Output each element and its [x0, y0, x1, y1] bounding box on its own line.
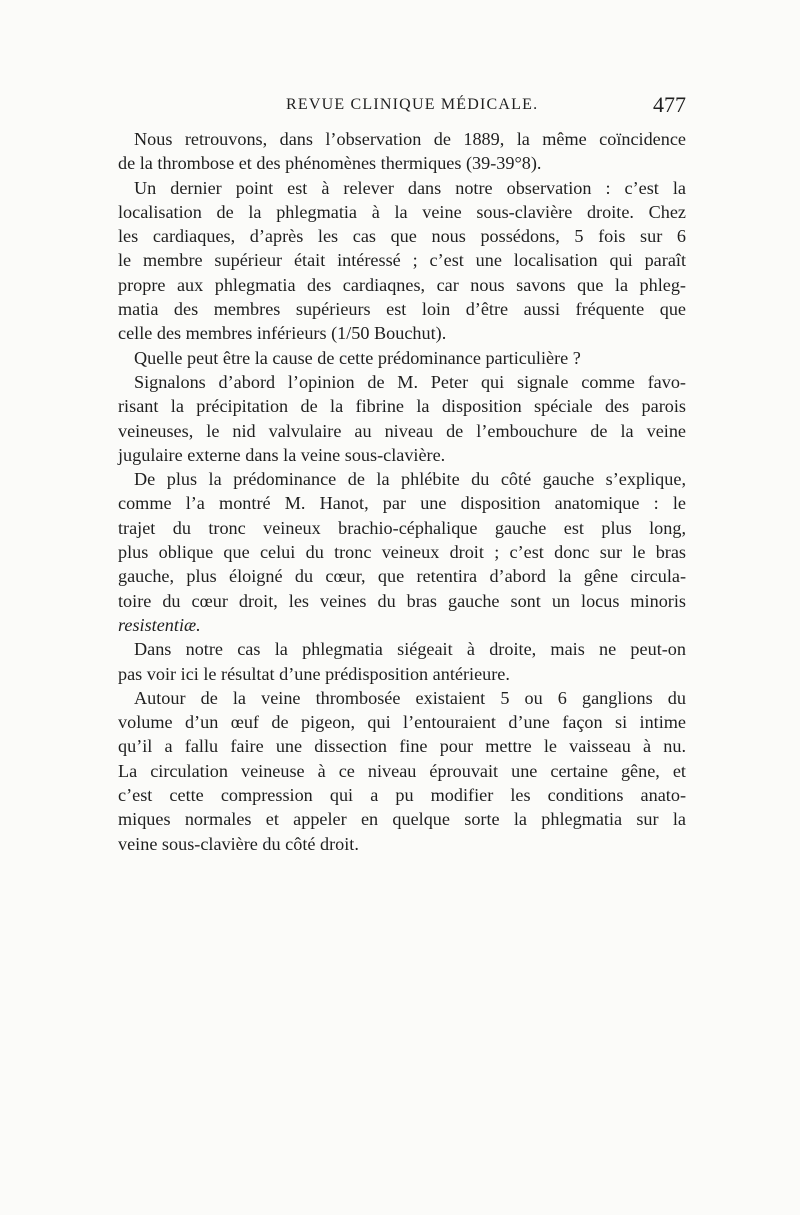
- text-line: Nous retrouvons, dans l’observation de 1889, la même coïncidence: [134, 129, 686, 149]
- paragraph-question: [118, 346, 686, 370]
- text-line: De plus la prédominance de la phlébite du côté gauche s’explique,: [134, 469, 686, 490]
- text-line: celle des membres inférieurs (1/50 Bouchut).: [118, 323, 447, 344]
- running-title: REVUE CLINIQUE MÉDICALE.: [286, 96, 539, 113]
- text-line: veineuses, le nid valvulaire au niveau de l’embouchure de la veine: [118, 420, 686, 441]
- italic-text-line: resistentiæ.: [118, 614, 201, 635]
- paragraph-localisation: [118, 176, 686, 346]
- text-line: qu’il a fallu faire une dissection fine pour mettre le vaisseau à nu.: [118, 736, 686, 757]
- paragraph-predisposition: [118, 637, 686, 686]
- text-line: comme l’a montré M. Hanot, par une disposition anatomique : le: [118, 493, 686, 514]
- text-line: matia des membres supérieurs est loin d’être aussi fréquente que: [118, 299, 686, 320]
- body-text: [118, 127, 686, 856]
- text-line: les cardiaques, d’après les cas que nous possédons, 5 fois sur 6: [118, 226, 686, 247]
- text-line: toire du cœur droit, les veines du bras gauche sont un locus minoris: [118, 590, 686, 611]
- text-line: veine sous-clavière du côté droit.: [118, 833, 359, 854]
- text-line: pas voir ici le résultat d’une prédisposition antérieure.: [118, 663, 510, 684]
- text-line: gauche, plus éloigné du cœur, que retentira d’abord la gêne circula-: [118, 566, 686, 587]
- text-line: propre aux phlegmatia des cardiaqnes, car nous savons que la phleg-: [118, 274, 686, 295]
- paragraph-hanot-explanation: [118, 467, 686, 637]
- page-number: 477: [653, 92, 686, 117]
- text-line: La circulation veineuse à ce niveau éprouvait une certaine gêne, et: [118, 760, 686, 781]
- text-line: risant la précipitation de la fibrine la disposition spéciale des parois: [118, 396, 686, 417]
- text-line: le membre supérieur était intéressé ; c’est une localisation qui paraît: [118, 250, 686, 271]
- text-line: Un dernier point est à relever dans notre observation : c’est la: [134, 177, 686, 198]
- text-line: localisation de la phlegmatia à la veine sous-clavière droite. Chez: [118, 201, 686, 222]
- text-line: c’est cette compression qui a pu modifier les conditions anato-: [118, 785, 686, 806]
- text-line: de la thrombose et des phénomènes thermiques (39-39°8).: [118, 153, 542, 174]
- text-line: volume d’un œuf de pigeon, qui l’entouraient d’une façon si intime: [118, 712, 686, 733]
- page-header: [118, 92, 686, 122]
- text-line: plus oblique que celui du tronc veineux droit ; c’est donc sur le bras: [118, 542, 686, 563]
- text-line: Autour de la veine thrombosée existaient 5 ou 6 ganglions du: [134, 687, 686, 708]
- paragraph-peter-opinion: [118, 370, 686, 467]
- text-line: jugulaire externe dans la veine sous-clavière.: [118, 444, 446, 465]
- text-line: trajet du tronc veineux brachio-céphalique gauche est plus long,: [118, 517, 686, 538]
- text-line: Quelle peut être la cause de cette prédominance particulière ?: [134, 347, 581, 368]
- paragraph-ganglions: [118, 686, 686, 856]
- paragraph-thermal-coincidence: [118, 127, 686, 176]
- text-line: Dans notre cas la phlegmatia siégeait à droite, mais ne peut-on: [134, 639, 686, 660]
- text-line: Signalons d’abord l’opinion de M. Peter qui signale comme favo-: [134, 371, 686, 392]
- text-line: miques normales et appeler en quelque sorte la phlegmatia sur la: [118, 809, 686, 830]
